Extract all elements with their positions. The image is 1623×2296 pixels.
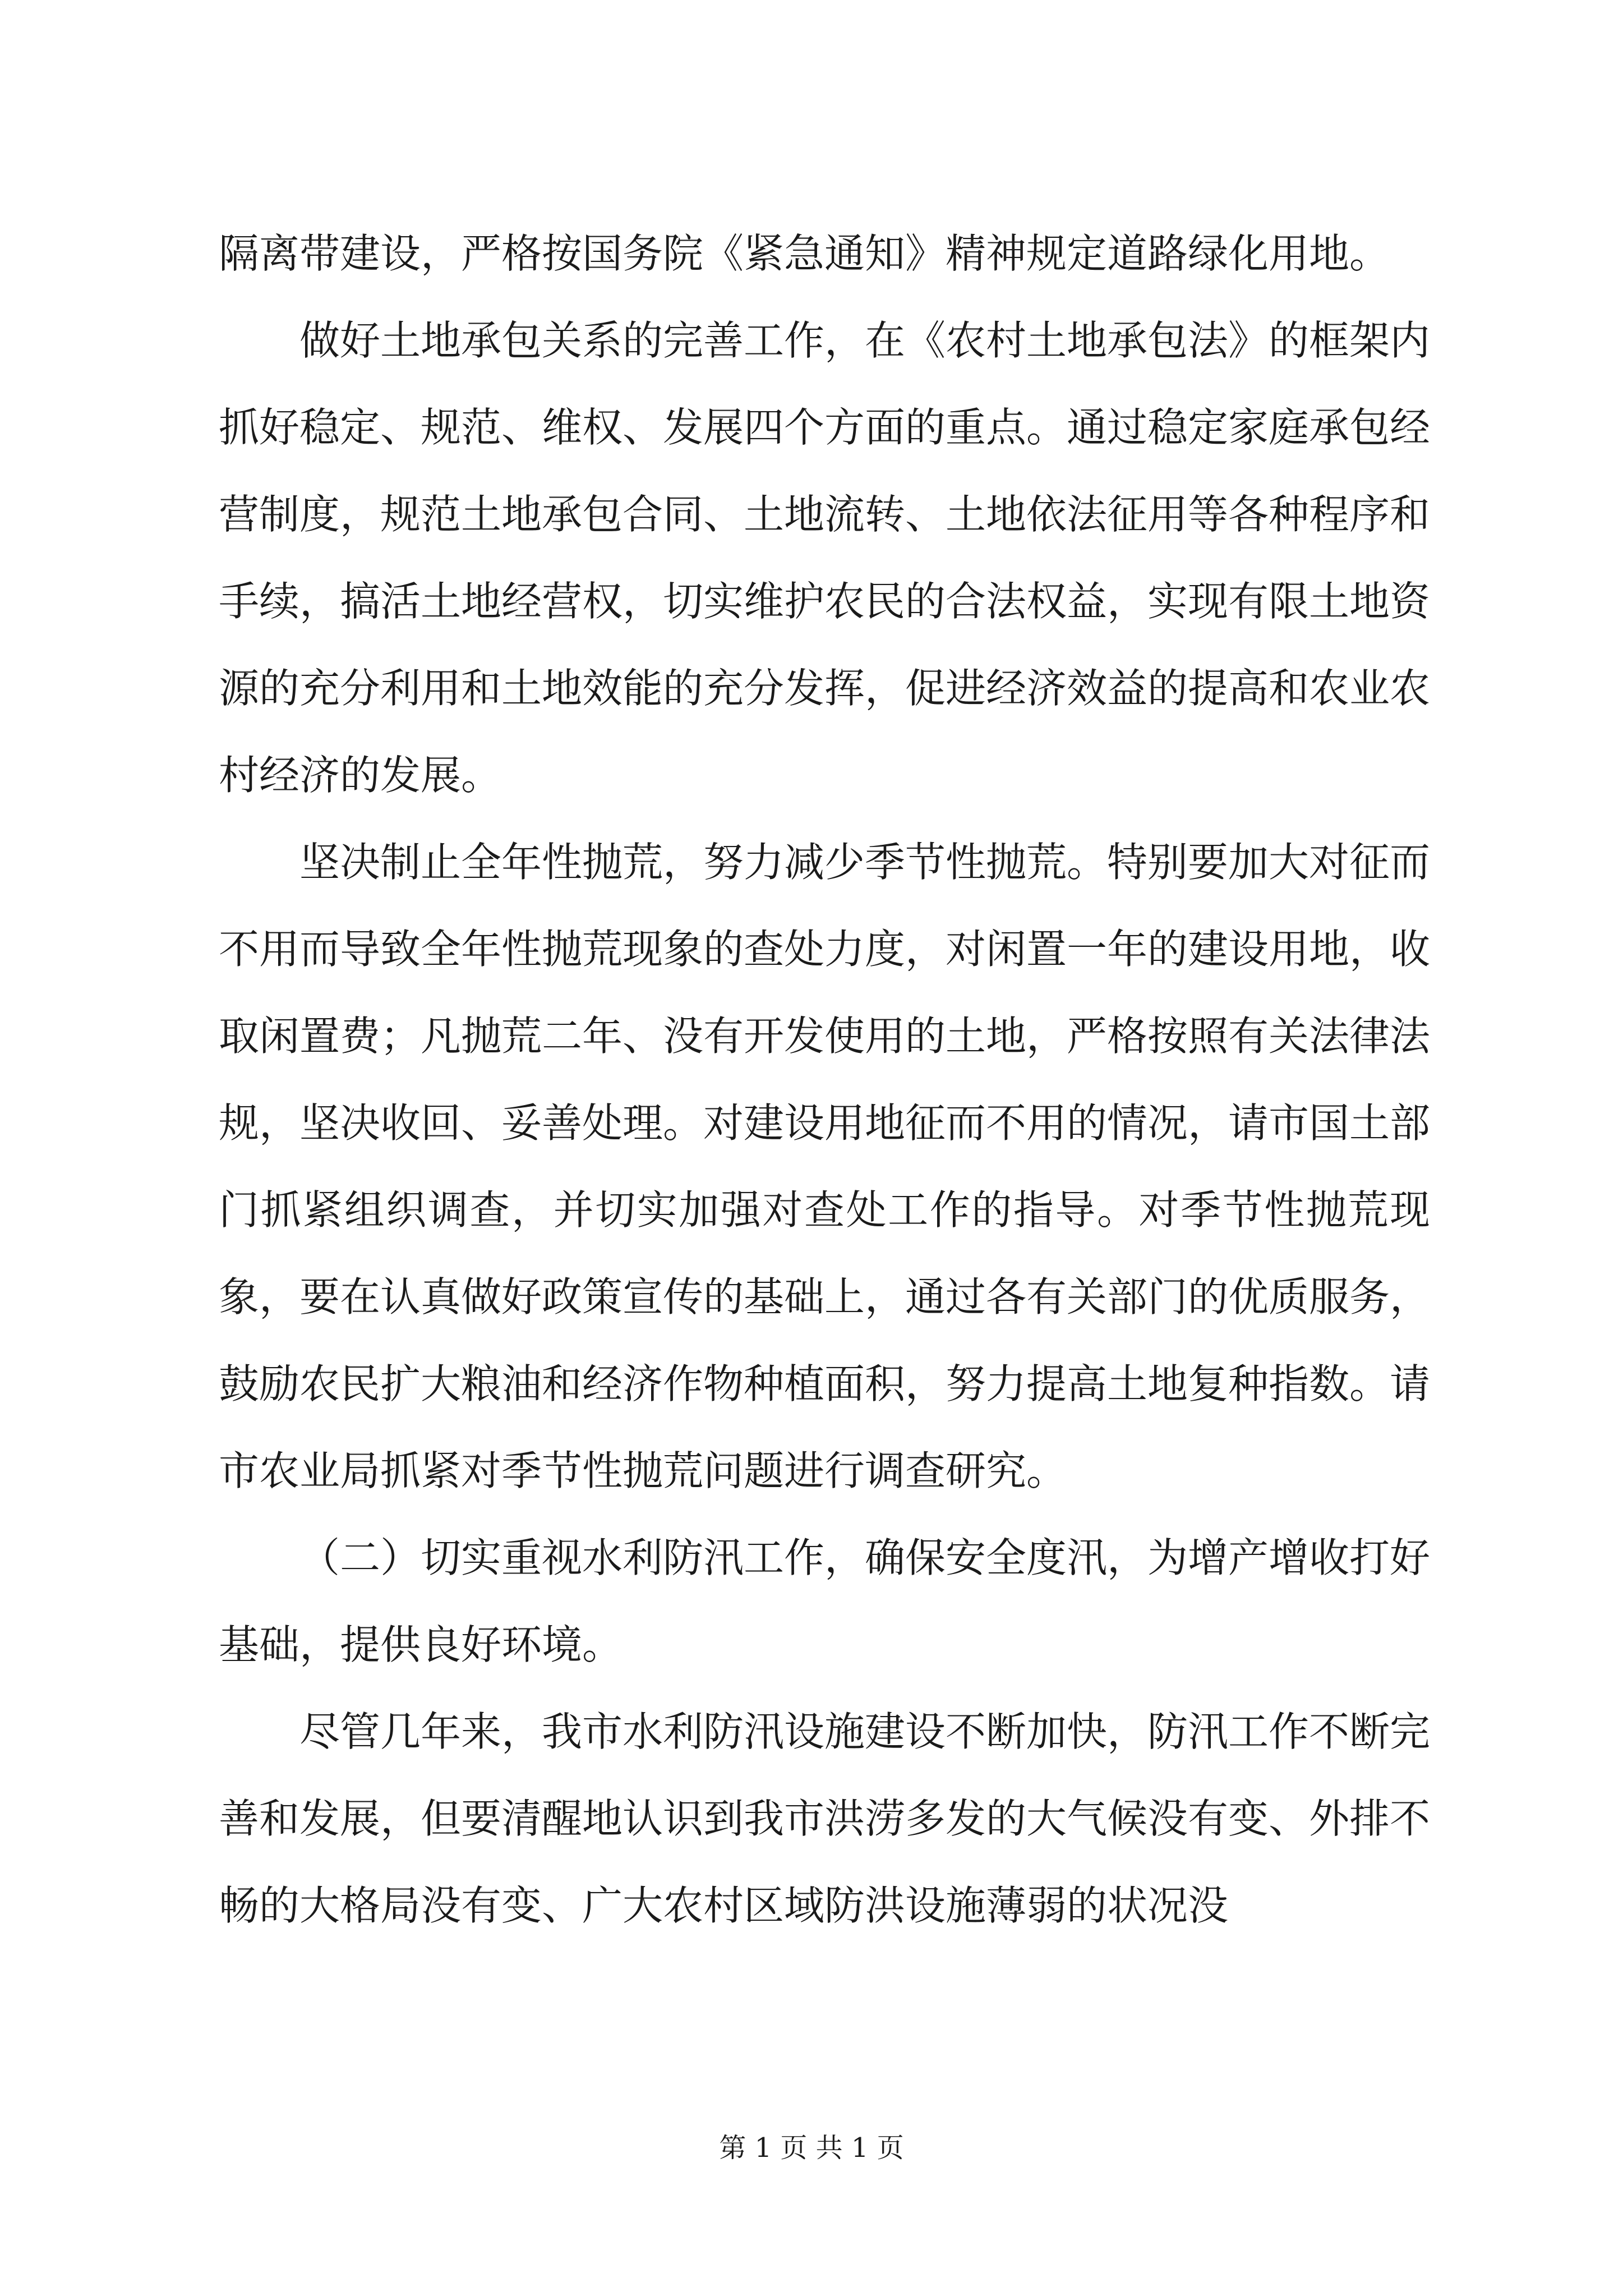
paragraph-land-contract: 做好土地承包关系的完善工作，在《农村土地承包法》的框架内抓好稳定、规范、维权、发展四个方面的重点。通过稳定家庭承包经营制度，规范土地承包合同、土地流转、土地依法征用等各种程序和手续，搞活土地经营权，切实维护农民的合法权益，实现有限土地资源的充分利用和土地效能的充分发挥，促进经济效益的提高和农业农村经济的发展。 bbox=[219, 317, 1431, 799]
paragraph-continuation: 隔离带建设，严格按国务院《紧急通知》精神规定道路绿化用地。 bbox=[219, 230, 1390, 277]
paragraph-flood-facilities: 尽管几年来，我市水利防汛设施建设不断加快，防汛工作不断完善和发展，但要清醒地认识到我市洪涝多发的大气候没有变、外排不畅的大格局没有变、广大农村区域防洪设施薄弱的状况没 bbox=[219, 1708, 1431, 1929]
document-body bbox=[219, 210, 1430, 1949]
section-heading-flood-control: （二）切实重视水利防汛工作，确保安全度汛，为增产增收打好基础，提供良好环境。 bbox=[219, 1534, 1431, 1668]
page-footer: 第 1 页 共 1 页 bbox=[719, 2132, 904, 2164]
paragraph-abandoned-land: 坚决制止全年性抛荒，努力减少季节性抛荒。特别要加大对征而不用而导致全年性抛荒现象的查处力度，对闲置一年的建设用地，收取闲置费；凡抛荒二年、没有开发使用的土地，严格按照有关法律法规，坚决收回、妥善处理。对建设用地征而不用的情况，请市国土部门抓紧组织调查，并切实加强对查处工作的指导。对季节性抛荒现象，要在认真做好政策宣传的基础上，通过各有关部门的优质服务，鼓励农民扩大粮油和经济作物种植面积，努力提高土地复种指数。请市农业局抓紧对季节性抛荒问题进行调查研究。 bbox=[219, 839, 1431, 1494]
